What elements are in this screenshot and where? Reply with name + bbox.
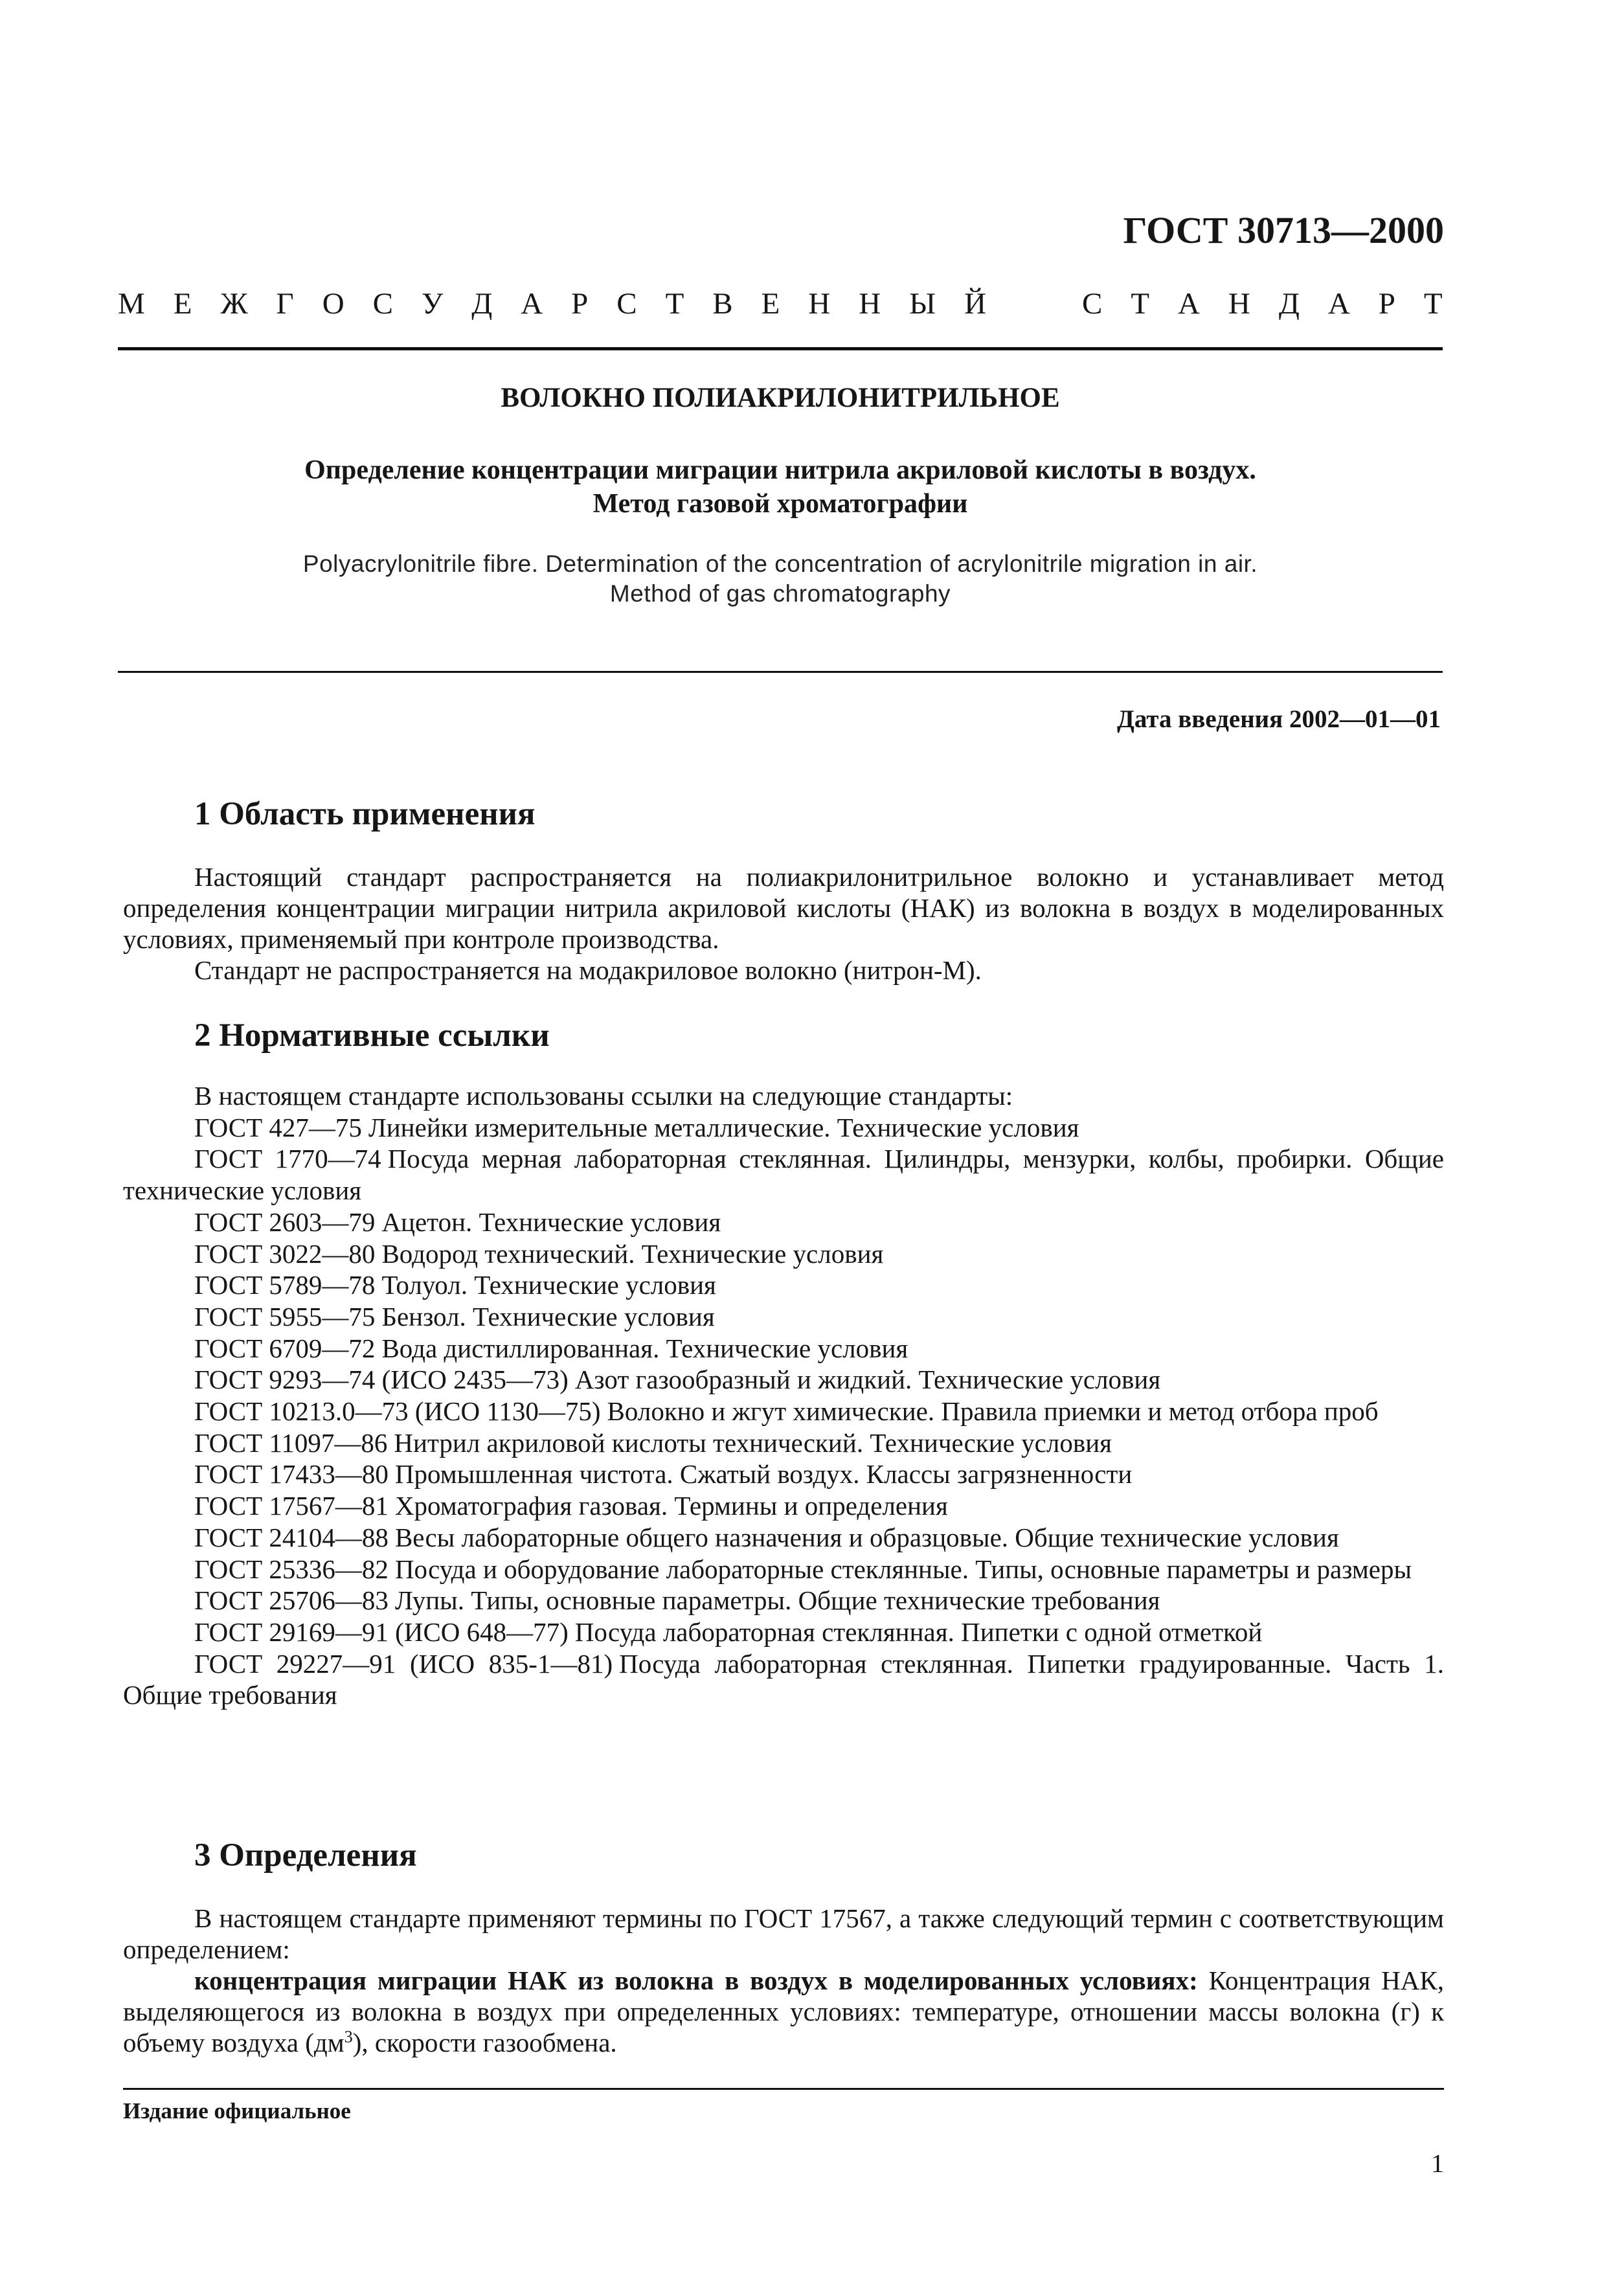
standard-number: ГОСТ 30713—2000 [1123, 209, 1444, 251]
reference-code: ГОСТ 25706—83 [194, 1585, 389, 1616]
reference-item [123, 1396, 1444, 1427]
reference-title: Посуда и оборудование лабораторные стеклянные. Типы, основные параметры и размеры [394, 1554, 1412, 1584]
reference-title: Посуда мерная лабораторная стеклянная. Цилиндры, мензурки, колбы, пробирки. Общие технические условия [123, 1144, 1445, 1206]
reference-code: ГОСТ 10213.0—73 (ИСО 1130—75) [194, 1396, 601, 1427]
definition-text-end: ), скорости газообмена. [352, 2028, 617, 2057]
term-definition [123, 1965, 1444, 2058]
banner-gap [1015, 286, 1054, 321]
banner-letter: М [118, 287, 145, 321]
reference-item [123, 1364, 1444, 1396]
english-title-line-1: Polyacrylonitrile fibre. Determination of the concentration of acrylonitrile migration in air. [302, 550, 1258, 577]
banner-letter: О [322, 287, 344, 321]
reference-code: ГОСТ 29227—91 (ИСО 835-1—81) [194, 1648, 613, 1679]
footer-divider [123, 2088, 1444, 2090]
reference-code: ГОСТ 1770—74 [194, 1144, 381, 1174]
reference-code: ГОСТ 17567—81 [194, 1491, 389, 1521]
banner-letter: Ж [220, 287, 248, 321]
banner-letter: Т [1423, 287, 1443, 321]
reference-item [123, 1585, 1444, 1616]
header-divider [118, 347, 1443, 350]
banner-letter: Т [665, 287, 684, 321]
reference-item [123, 1143, 1444, 1206]
banner-letter: Д [471, 287, 493, 321]
normative-references [123, 1080, 1444, 1711]
reference-title: Промышленная чистота. Сжатый воздух. Классы загрязненности [394, 1459, 1133, 1490]
reference-item [123, 1333, 1444, 1365]
banner-letter: Е [761, 287, 780, 321]
banner-letter: А [1178, 287, 1200, 321]
banner-letter: А [521, 287, 543, 321]
reference-item [123, 1648, 1444, 1711]
reference-title: Ацетон. Технические условия [381, 1206, 721, 1237]
introduction-date: Дата введения 2002—01—01 [1117, 705, 1441, 733]
reference-code: ГОСТ 5789—78 [194, 1270, 376, 1300]
reference-title: Весы лабораторные общего назначения и образцовые. Общие технические условия [394, 1522, 1339, 1552]
reference-title: Азот газообразный и жидкий. Технические условия [574, 1365, 1161, 1395]
reference-code: ГОСТ 17433—80 [194, 1459, 389, 1490]
definition-superscript: 3 [344, 2027, 353, 2046]
reference-item [123, 1112, 1444, 1144]
reference-item [123, 1206, 1444, 1238]
reference-code: ГОСТ 5955—75 [194, 1301, 376, 1331]
reference-title: Нитрил акриловой кислоты технический. Технические условия [394, 1427, 1112, 1458]
reference-title: Посуда лабораторная стеклянная. Пипетки градуированные. Часть 1. Общие требования [123, 1648, 1444, 1710]
reference-item [123, 1616, 1444, 1648]
interstate-standard-banner [118, 286, 1443, 321]
reference-title: Толуол. Технические условия [381, 1270, 716, 1300]
term: концентрация миграции НАК из волокна в воздух в моделированных условиях: [194, 1965, 1198, 1995]
banner-letter: В [712, 287, 733, 321]
banner-letter: Р [571, 287, 589, 321]
document-subtitle [118, 453, 1443, 521]
section-3-heading: 3 Определения [194, 1837, 417, 1874]
banner-letter: Т [1131, 287, 1150, 321]
banner-letter: С [1081, 287, 1103, 321]
reference-code: ГОСТ 427—75 [194, 1112, 362, 1142]
subtitle-line-2: Метод газовой хроматографии [592, 489, 968, 519]
banner-letter: А [1327, 287, 1350, 321]
definition-text: Концентрация НАК, выделяющегося из волокна в воздух при определенных условиях: температуре, отношении массы волокна (г) к объему воздуха (дм [123, 1965, 1445, 2057]
banner-letter: Р [1378, 287, 1395, 321]
reference-code: ГОСТ 3022—80 [194, 1238, 376, 1269]
banner-letter: Й [964, 287, 987, 321]
section-2-heading: 2 Нормативные ссылки [194, 1017, 550, 1054]
reference-code: ГОСТ 6709—72 [194, 1333, 376, 1363]
title-divider [118, 671, 1443, 673]
reference-item [123, 1522, 1444, 1554]
reference-item [123, 1554, 1444, 1585]
document-title: ВОЛОКНО ПОЛИАКРИЛОНИТРИЛЬНОЕ [501, 383, 1060, 413]
reference-title: Водород технический. Технические условия [381, 1238, 884, 1269]
reference-title: Посуда лабораторная стеклянная. Пипетки с одной отметкой [574, 1616, 1263, 1647]
english-title [118, 549, 1443, 609]
reference-code: ГОСТ 11097—86 [194, 1427, 388, 1458]
official-edition-label: Издание официальное [123, 2098, 351, 2124]
banner-letter: Н [1228, 287, 1250, 321]
reference-item [123, 1458, 1444, 1490]
reference-item [123, 1490, 1444, 1522]
banner-letter: Е [173, 287, 192, 321]
banner-letter: С [616, 287, 637, 321]
banner-letter: Н [859, 287, 881, 321]
reference-item [123, 1269, 1444, 1301]
banner-letter: Ы [909, 287, 936, 321]
banner-letter: Н [808, 287, 831, 321]
subtitle-line-1: Определение концентрации миграции нитрила акриловой кислоты в воздух. [304, 455, 1256, 485]
reference-code: ГОСТ 29169—91 (ИСО 648—77) [194, 1616, 569, 1647]
banner-letter: У [421, 287, 444, 321]
reference-code: ГОСТ 25336—82 [194, 1554, 389, 1584]
reference-code: ГОСТ 24104—88 [194, 1522, 389, 1552]
reference-code: ГОСТ 9293—74 (ИСО 2435—73) [194, 1365, 569, 1395]
reference-title: Волокно и жгут химические. Правила приемки и метод отбора проб [607, 1396, 1379, 1427]
section-1-paragraph-1: Настоящий стандарт распространяется на полиакрилонитрильное волокно и устанавливает метод определения концентрации миграции нитрила акриловой кислоты (НАК) из волокна в воздух в моделированных условиях, применяемый при контроле производства. [123, 862, 1444, 954]
english-title-line-2: Method of gas chromatography [609, 580, 951, 607]
banner-letter: С [372, 287, 393, 321]
banner-letter: Д [1278, 287, 1300, 321]
reference-item [123, 1301, 1444, 1333]
reference-code: ГОСТ 2603—79 [194, 1206, 376, 1237]
section-3-intro: В настоящем стандарте применяют термины по ГОСТ 17567, а также следующий термин с соответствующим определением: [123, 1903, 1444, 1964]
section-1-paragraph-2: Стандарт не распространяется на модакриловое волокно (нитрон-М). [194, 955, 982, 985]
section-1-heading: 1 Область применения [194, 796, 536, 832]
reference-title: Хроматография газовая. Термины и определения [394, 1491, 948, 1521]
reference-title: Лупы. Типы, основные параметры. Общие технические требования [394, 1585, 1160, 1616]
reference-list [123, 1112, 1444, 1711]
reference-title: Линейки измерительные металлические. Технические условия [368, 1112, 1079, 1142]
page-number: 1 [1431, 2149, 1444, 2178]
banner-letter: Г [276, 287, 294, 321]
reference-item [123, 1427, 1444, 1459]
reference-title: Вода дистиллированная. Технические условия [381, 1333, 908, 1363]
reference-title: Бензол. Технические условия [381, 1301, 715, 1331]
references-intro: В настоящем стандарте использованы ссылки на следующие стандарты: [194, 1081, 1013, 1111]
reference-item [123, 1238, 1444, 1270]
